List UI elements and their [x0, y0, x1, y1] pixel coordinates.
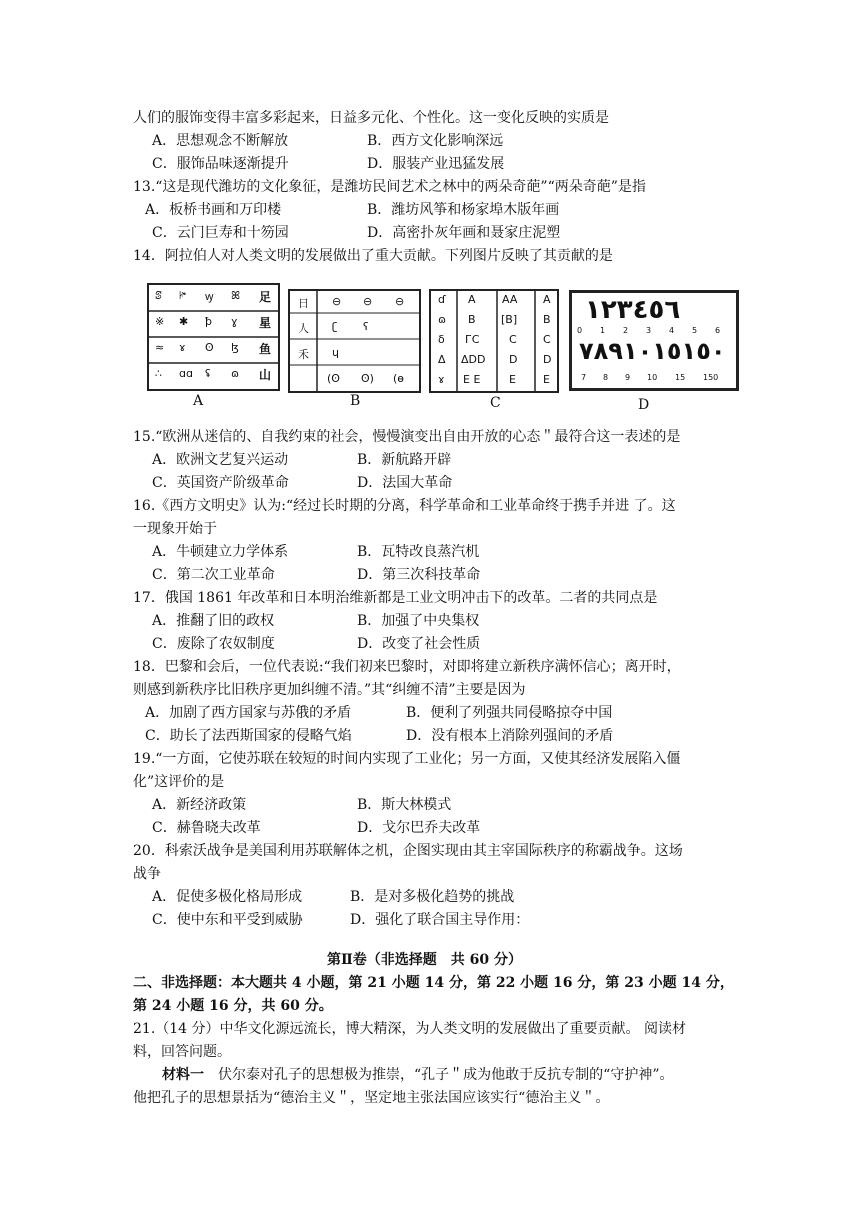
- digit-value: 0: [577, 326, 583, 335]
- q12-option-b[interactable]: B．西方文化影响深远: [367, 133, 504, 149]
- panel-a-chinese: 山: [259, 368, 272, 382]
- q12-stem-cont: 人们的服饰变得丰富多彩起来，日益多元化、个性化。这一变化反映的实质是: [133, 110, 609, 126]
- q13-option-a[interactable]: A．板桥书画和万印楼: [145, 202, 282, 218]
- digit-value: 3: [646, 326, 652, 335]
- material-1-text: 伏尔泰对孔子的思想极为推崇，“孔子＂成为他敢于反抗专制的“守护神”。: [204, 1067, 674, 1083]
- section-2-title: 第Ⅱ卷（非选择题 共 60 分）: [327, 952, 523, 968]
- q17-option-d[interactable]: D．改变了社会性质: [357, 636, 481, 652]
- panel-a-glyph: ꝥ: [205, 315, 212, 328]
- q21-stem-cont: 料，回答问题。: [133, 1044, 231, 1060]
- q16-option-d[interactable]: D．第三次科技革命: [357, 567, 481, 583]
- panel-a-glyph: ʢ: [205, 367, 211, 380]
- figure-label-c: C: [490, 395, 501, 411]
- q20-option-b[interactable]: B．是对多极化趋势的挑战: [350, 889, 515, 905]
- digit-value: 15: [675, 373, 686, 382]
- arabic-digits-bottom: ٧٨٩١٠١٥١٥٠: [579, 337, 726, 365]
- panel-a-glyph: ʘ: [205, 341, 214, 354]
- q19-option-b[interactable]: B．斯大林模式: [357, 797, 452, 813]
- q16-stem-cont: 一现象开始于: [133, 521, 217, 537]
- material-1: [162, 1065, 673, 1085]
- figure-label-a: A: [193, 393, 204, 409]
- q18-option-c[interactable]: C．助长了法西斯国家的侵略气焰: [145, 728, 352, 744]
- panel-b-glyph: ⊖: [363, 295, 373, 308]
- panel-b-glyph: ʗ: [332, 320, 338, 333]
- panel-b-glyph: 禾: [298, 348, 309, 361]
- panel-a-glyph: ꕷ: [155, 289, 162, 302]
- q13-option-b[interactable]: B．潍坊风筝和杨家埠木版年画: [367, 202, 560, 218]
- q18-stem: 18．巴黎和会后，一位代表说:“我们初来巴黎时，对即将建立新秩序满怀信心；离开时，: [133, 659, 681, 675]
- q14-stem: 14．阿拉伯人对人类文明的发展做出了重大贡献。下列图片反映了其贡献的是: [133, 248, 613, 264]
- q17-option-c[interactable]: C．废除了农奴制度: [152, 636, 275, 652]
- q13-option-c[interactable]: C．云门巨寿和十笏园: [152, 225, 289, 241]
- panel-c-glyph: ɤ: [438, 373, 445, 386]
- panel-a-glyph: ≈: [155, 341, 165, 354]
- panel-b-glyph: ʘ): [361, 372, 374, 385]
- figure-label-d: D: [638, 397, 650, 413]
- part-2-instructions-cont: 第 24 小题 16 分，共 60 分。: [133, 998, 333, 1014]
- figure-label-b: B: [350, 393, 361, 409]
- panel-a-chinese: 足: [259, 290, 272, 304]
- q16-option-a[interactable]: A．牛顿建立力学体系: [152, 544, 289, 560]
- panel-c-glyph: D: [509, 353, 518, 366]
- scripts-figure: [145, 283, 745, 415]
- digit-value: 150: [703, 373, 719, 382]
- panel-c-glyph: AA: [502, 293, 518, 306]
- panel-c-glyph: B: [468, 313, 476, 326]
- q13-stem: 13.“这是现代潍坊的文化象征，是潍坊民间艺术之林中的两朵奇葩”“两朵奇葩”是指: [133, 179, 646, 195]
- q19-option-d[interactable]: D．戈尔巴乔夫改革: [357, 820, 481, 836]
- q17-stem: 17．俄国 1861 年改革和日本明治维新都是工业文明冲击下的改革。二者的共同点是: [133, 590, 658, 606]
- panel-a-glyph: ꝡ: [205, 290, 214, 303]
- panel-c-glyph: E E: [463, 373, 481, 386]
- q20-option-d[interactable]: D．强化了联合国主导作用：: [350, 912, 530, 928]
- panel-a-glyph: ɑɑ: [179, 367, 193, 380]
- digit-value: 2: [623, 326, 629, 335]
- q15-option-d[interactable]: D．法国大革命: [357, 475, 453, 491]
- arabic-digits-top: ١٢٣٤٥٦: [585, 295, 681, 325]
- panel-a-glyph: ꕤ: [231, 289, 241, 302]
- digit-value: 10: [647, 373, 658, 382]
- panel-c-glyph: ɷ: [438, 313, 447, 326]
- panel-c-glyph: δ: [438, 333, 445, 346]
- panel-a-glyph: ✱: [179, 315, 189, 328]
- panel-c-glyph: C: [509, 333, 517, 346]
- panel-b-glyph: ɥ: [332, 346, 339, 359]
- part-2-instructions: 二、非选择题：本大题共 4 小题，第 21 小题 14 分，第 22 小题 16 分，第 23 小题 14 分，: [133, 975, 734, 991]
- q19-stem: 19.“一方面，它使苏联在较短的时间内实现了工业化；另一方面，又使其经济发展陷入僵: [133, 751, 681, 767]
- panel-a-chinese: 星: [259, 316, 272, 330]
- q12-option-c[interactable]: C．服饰品味逐渐提升: [152, 156, 289, 172]
- q13-option-d[interactable]: D．高密扑灰年画和聂家庄泥塑: [367, 225, 561, 241]
- q18-option-b[interactable]: B．便利了列强共同侵略掠夺中国: [406, 705, 613, 721]
- digit-value: 5: [692, 326, 698, 335]
- figure-panel-c: [429, 289, 559, 393]
- q20-option-c[interactable]: C．使中东和平受到威胁: [152, 912, 303, 928]
- panel-a-chinese: 鱼: [259, 342, 272, 356]
- panel-b-glyph: ⊖: [395, 295, 405, 308]
- panel-c-glyph: A: [468, 293, 476, 306]
- panel-c-glyph: ГC: [465, 333, 480, 346]
- q15-option-a[interactable]: A．欧洲文艺复兴运动: [152, 452, 289, 468]
- digit-value: 4: [669, 326, 675, 335]
- panel-a-glyph: ꔶ: [179, 289, 187, 302]
- material-1-label: 材料一: [162, 1067, 204, 1083]
- panel-c-glyph: A: [543, 293, 551, 306]
- q15-option-c[interactable]: C．英国资产阶级革命: [152, 475, 289, 491]
- q20-stem: 20．科索沃战争是美国利用苏联解体之机，企图实现由其主宰国际秩序的称霸战争。这场: [133, 843, 683, 859]
- panel-c-glyph: D: [543, 353, 552, 366]
- panel-c-glyph: Δ: [438, 353, 446, 366]
- q19-stem-cont: 化”这评价的是: [133, 774, 225, 790]
- q17-option-a[interactable]: A．推翻了旧的政权: [152, 613, 275, 629]
- q15-stem: 15.“欧洲从迷信的、自我约束的社会，慢慢演变出自由开放的心态＂最符合这一表述的是: [133, 429, 681, 445]
- digit-value: 7: [581, 373, 587, 382]
- panel-c-glyph: B: [543, 313, 551, 326]
- q18-option-d[interactable]: D．没有根本上消除列强间的矛盾: [406, 728, 614, 744]
- panel-a-glyph: ɮ: [231, 341, 239, 354]
- q18-option-a[interactable]: A．加剧了西方国家与苏俄的矛盾: [145, 705, 352, 721]
- panel-a-glyph: ɣ: [231, 315, 238, 328]
- digit-value: 1: [600, 326, 606, 335]
- q18-stem-cont: 则感到新秩序比旧秩序更加纠缠不清。”其“纠缠不清”主要是因为: [133, 682, 526, 698]
- q19-option-a[interactable]: A．新经济政策: [152, 797, 247, 813]
- q20-stem-cont: 战争: [133, 866, 161, 882]
- q20-option-a[interactable]: A．促使多极化格局形成: [152, 889, 303, 905]
- panel-c-glyph: ɗ: [438, 293, 446, 306]
- panel-b-glyph: 日: [298, 297, 309, 310]
- panel-b-glyph: ⊖: [332, 295, 342, 308]
- digit-value: 6: [715, 326, 721, 335]
- panel-c-glyph: ΔDD: [461, 353, 486, 366]
- q19-option-c[interactable]: C．赫鲁晓夫改革: [152, 820, 261, 836]
- q12-option-d[interactable]: D．服装产业迅猛发展: [367, 156, 505, 172]
- digit-value: 9: [625, 373, 631, 382]
- q15-option-b[interactable]: B．新航路开辟: [357, 452, 452, 468]
- panel-b-glyph: (ɵ: [393, 372, 405, 385]
- q21-stem: 21.（14 分）中华文化源远流长，博大精深，为人类文明的发展做出了重要贡献。 阅读材: [133, 1021, 686, 1037]
- panel-a-glyph: ɤ: [179, 341, 186, 354]
- panel-c-glyph: E: [509, 373, 516, 386]
- q16-option-b[interactable]: B．瓦特改良蒸汽机: [357, 544, 480, 560]
- panel-a-glyph: ∴: [155, 367, 162, 380]
- panel-a-glyph: ※: [155, 315, 165, 328]
- panel-c-glyph: [B]: [501, 313, 518, 326]
- material-1-cont: 他把孔子的思想景括为“德治主义＂，坚定地主张法国应该实行“德治主义＂。: [133, 1090, 610, 1106]
- panel-c-glyph: C: [543, 333, 551, 346]
- panel-a-glyph: ɷ: [231, 367, 240, 380]
- q16-option-c[interactable]: C．第二次工业革命: [152, 567, 275, 583]
- q12-option-a[interactable]: A．思想观念不断解放: [152, 133, 289, 149]
- q16-stem: 16.《西方文明史》认为:“经过长时期的分离，科学革命和工业革命终于携手并进 了。这: [133, 498, 676, 514]
- q17-option-b[interactable]: B．加强了中央集权: [357, 613, 480, 629]
- panel-b-glyph: 人: [298, 322, 309, 335]
- panel-c-glyph: E: [543, 373, 550, 386]
- panel-b-glyph: ʕ: [363, 320, 369, 333]
- digit-value: 8: [603, 373, 609, 382]
- panel-b-glyph: (ʘ: [327, 372, 340, 385]
